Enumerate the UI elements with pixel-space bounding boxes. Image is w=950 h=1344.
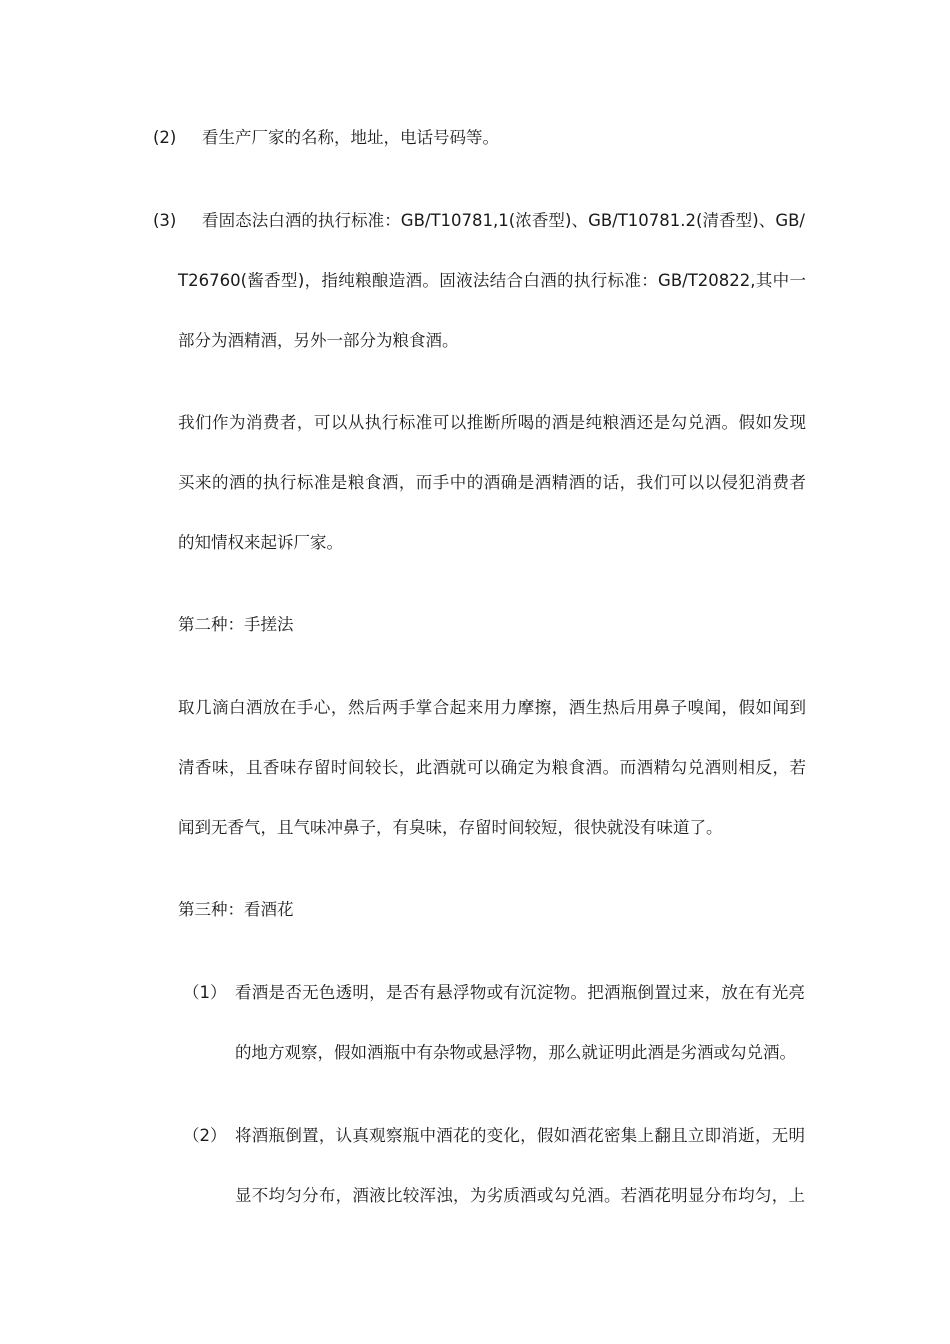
method-3-item-1-line-1: 看酒是否无色透明，是否有悬浮物或有沉淀物。把酒瓶倒置过来，放在有光亮: [235, 983, 805, 1002]
method-3-item-1-number: （1）: [183, 983, 227, 1002]
consumer-paragraph-line-2: 买来的酒的执行标准是粮食酒，而手中的酒确是酒精酒的话，我们可以以侵犯消费者: [178, 473, 806, 492]
method-3-item-1-line-2: 的地方观察，假如酒瓶中有杂物或悬浮物，那么就证明此酒是劣酒或勾兑酒。: [235, 1043, 796, 1062]
item-3-line-1: 看固态法白酒的执行标准：GB/T10781,1(浓香型)、GB/T10781.2(清香型)、GB/: [202, 211, 805, 230]
consumer-paragraph-line-1: 我们作为消费者，可以从执行标准可以推断所喝的酒是纯粮酒还是勾兑酒。假如发现: [178, 413, 806, 432]
method-2-paragraph-line-2: 清香味，且香味存留时间较长，此酒就可以确定为粮食酒。而酒精勾兑酒则相反，若: [178, 758, 806, 777]
method-2-paragraph-line-3: 闻到无香气，且气味冲鼻子，有臭味，存留时间较短，很快就没有味道了。: [178, 818, 723, 837]
item-3-line-3: 部分为酒精酒，另外一部分为粮食酒。: [178, 331, 459, 350]
consumer-paragraph-line-3: 的知情权来起诉厂家。: [178, 533, 343, 552]
method-2-heading: 第二种：手搓法: [178, 615, 294, 634]
item-3-number: (3): [153, 211, 177, 230]
method-3-item-2-number: （2）: [183, 1126, 227, 1145]
method-3-item-2-line-2: 显不均匀分布，酒液比较浑浊，为劣质酒或勾兑酒。若酒花明显分布均匀，上: [235, 1186, 805, 1205]
item-2-line-1: 看生产厂家的名称，地址，电话号码等。: [202, 128, 499, 147]
item-2-number: (2): [153, 128, 177, 147]
method-3-heading: 第三种：看酒花: [178, 900, 294, 919]
item-3-line-2: T26760(酱香型)，指纯粮酿造酒。固液法结合白酒的执行标准：GB/T20822,其中一: [178, 271, 806, 290]
method-3-item-2-line-1: 将酒瓶倒置，认真观察瓶中酒花的变化，假如酒花密集上翻且立即消逝，无明: [235, 1126, 805, 1145]
method-2-paragraph-line-1: 取几滴白酒放在手心，然后两手掌合起来用力摩擦，酒生热后用鼻子嗅闻，假如闻到: [178, 698, 806, 717]
